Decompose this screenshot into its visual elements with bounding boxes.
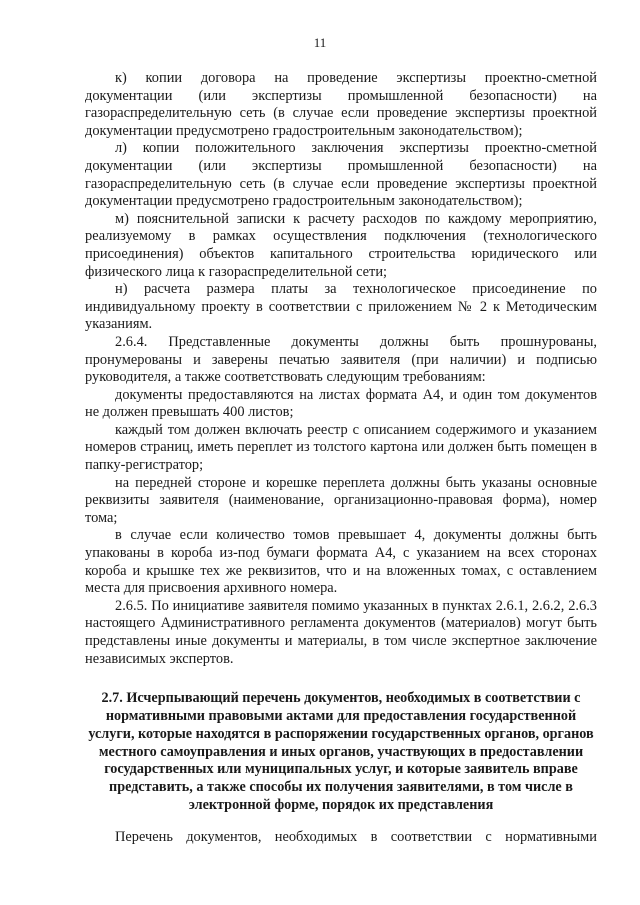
section-heading-2-7: 2.7. Исчерпывающий перечень документов, необходимых в соответствии с нормативными правовыми актами для предоставления государственной услуги, которые находятся в распоряжении государственных органов, органов местного самоуправления и иных органов, участвующих в предоставлении государственных или муниципальных услуг, и которые заявитель вправе представить, а также способы их получения заявителями, в том числе в электронной форме, порядок их представления: [88, 690, 594, 813]
page-number: 11: [313, 35, 327, 50]
paragraph-item-k: к) копии договора на проведение экспертизы проектно-сметной документации (или экспертизы промышленной безопасности) на газораспределительную сеть (в случае если проведение экспертизы проектной документации предусмотрено градостроительным законодательством);: [85, 70, 597, 139]
paragraph-list-of-documents: Перечень документов, необходимых в соответствии с нормативными: [115, 828, 597, 845]
paragraph-format-a4: документы предоставляются на листах формата А4, и один том документов не должен превышать 400 листов;: [85, 386, 597, 421]
paragraph-cover-details: на передней стороне и корешке переплета должны быть указаны основные реквизиты заявителя (наименование, организационно-правовая форма), номер тома;: [85, 474, 597, 526]
paragraph-item-m: м) пояснительной записки к расчету расходов по каждому мероприятию, реализуемому в рамках осуществления подключения (технологического присоединения) объектов капитального строительства юридического или физического лица к газораспределительной сети;: [85, 210, 597, 280]
paragraph-2-6-4: 2.6.4. Представленные документы должны быть прошнурованы, пронумерованы и заверены печатью заявителя (при наличии) и подписью руководителя, а также соответствовать следующим требованиям:: [85, 333, 597, 386]
paragraph-item-n: н) расчета размера платы за технологическое присоединение по индивидуальному проекту в соответствии с приложением № 2 к Методическим указаниям.: [85, 281, 597, 333]
paragraph-boxes: в случае если количество томов превышает 4, документы должны быть упакованы в короба из-под бумаги формата А4, с указанием на всех сторонах короба и крышке тех же реквизитов, что и на вложенных томах, с оставлением места для присвоения архивного номера.: [85, 527, 597, 597]
paragraph-item-l: л) копии положительного заключения экспертизы проектно-сметной документации (или экспертизы промышленной безопасности) на газораспределительную сеть (в случае если проведение экспертизы проектной документации предусмотрено градостроительным законодательством);: [85, 140, 597, 210]
paragraph-volume-registry: каждый том должен включать реестр с описанием содержимого и указанием номеров страниц, иметь переплет из толстого картона или должен быть помещен в папку-регистратор;: [85, 421, 597, 474]
document-body: [85, 70, 597, 846]
paragraph-2-6-5: 2.6.5. По инициативе заявителя помимо указанных в пунктах 2.6.1, 2.6.2, 2.6.3 настоящего Административного регламента документов (материалов) могут быть представлены иные документы и материалы, в том числе экспертное заключение независимых экспертов.: [85, 597, 597, 667]
